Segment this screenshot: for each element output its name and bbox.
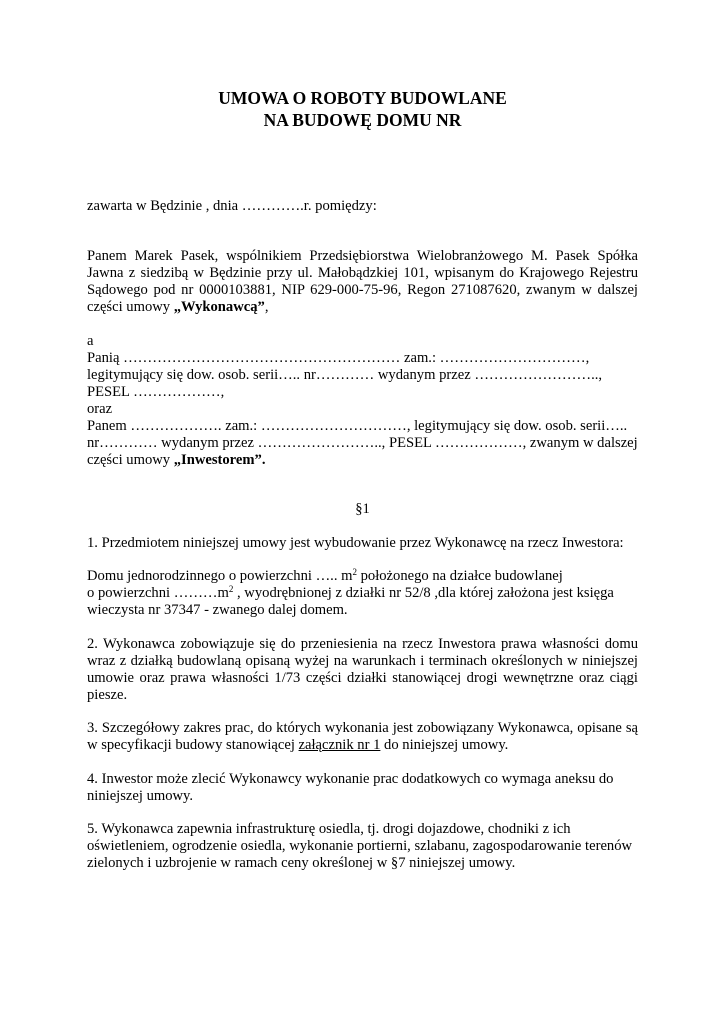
document-title-line-1: UMOWA O ROBOTY BUDOWLANE <box>218 88 507 108</box>
section-1-point-4-line-2: niniejszej umowy. <box>87 788 194 804</box>
section-1-point-2-line-3: umowie oraz prawa własności 1/73 części działki stanowiącej drogi wewnętrzne oraz ciągi <box>87 670 638 686</box>
section-1-point-1a-line-3: wieczysta nr 37347 - zwanego dalej domem. <box>87 602 348 618</box>
investor-line-2: legitymujący się dow. osob. serii….. nr………… wydanym przez …………………….., <box>87 367 603 383</box>
specification-end-text: do niniejszej umowy. <box>380 737 509 753</box>
section-1-point-3-line-2 <box>87 737 508 754</box>
section-1-point-5-line-1: 5. Wykonawca zapewnia infrastrukturę osiedla, tj. drogi dojazdowe, chodniki z ich <box>87 821 571 837</box>
conjunction-oraz: oraz <box>87 401 113 417</box>
investor-line-6-text: części umowy <box>87 452 174 468</box>
section-1-point-5-line-2: oświetleniem, ogrodzenie osiedla, wykonanie portierni, szlabanu, zagospodarowanie terenów <box>87 838 633 854</box>
contractor-role-name: „Wykonawcą” <box>173 299 265 315</box>
investor-line-4: Panem ………………. zam.: …………………………, legitymujący się dow. osob. serii….. <box>87 418 628 434</box>
investor-line-5: nr………… wydanym przez …………………….., PESEL ………………, zwanym w dalszej <box>87 435 638 451</box>
investor-line-3: PESEL ………………, <box>87 384 225 400</box>
contractor-line-4-end: , <box>264 299 269 315</box>
plot-number-text: , wyodrębnionej z działki nr 52/8 ,dla której założona jest księga <box>233 585 614 601</box>
plot-text: położonego na działce budowlanej <box>356 568 563 584</box>
contractor-line-3: Sądowego pod nr 0000103881, NIP 629-000-75-96, Regon 271087620, zwanym w dalszej <box>87 282 638 298</box>
section-1-point-5-line-3: zielonych i uzbrojenie w ramach ceny określonej w §7 niniejszej umowy. <box>87 855 516 871</box>
area-text: Domu jednorodzinnego o powierzchni ….. m <box>87 568 353 584</box>
section-1-point-3-line-1: 3. Szczegółowy zakres prac, do których wykonania jest zobowiązany Wykonawca, opisane są <box>87 720 638 736</box>
contractor-line-4-text: części umowy <box>87 299 174 315</box>
section-1-point-1a-line-1 <box>87 568 563 585</box>
specification-text: w specyfikacji budowy stanowiącej <box>87 737 299 753</box>
attachment-1-reference: załącznik nr 1 <box>298 737 381 753</box>
plot-area-text: o powierzchni ………m <box>87 585 229 601</box>
document-title-line-2: NA BUDOWĘ DOMU NR <box>263 110 462 130</box>
section-1-heading: §1 <box>355 501 370 517</box>
investor-role-name: „Inwestorem”. <box>173 452 266 468</box>
section-1-point-2-line-4: piesze. <box>87 687 128 703</box>
intro-text: zawarta w Będzinie , dnia ………….r. pomiędzy: <box>87 198 377 214</box>
section-1-point-4-line-1: 4. Inwestor może zlecić Wykonawcy wykonanie prac dodatkowych co wymaga aneksu do <box>87 771 614 787</box>
investor-line-6 <box>87 452 265 469</box>
square-superscript-2: 2 <box>228 584 234 594</box>
section-1-point-2-line-2: wraz z działką budowlaną opisaną wyżej na warunkach i terminach określonych w niniejszej <box>87 653 638 669</box>
section-1-point-2-line-1: 2. Wykonawca zobowiązuje się do przeniesienia na rzecz Inwestora prawa własności domu <box>87 636 638 652</box>
section-1-point-1: 1. Przedmiotem niniejszej umowy jest wybudowanie przez Wykonawcę na rzecz Inwestora: <box>87 535 624 551</box>
contractor-line-1: Panem Marek Pasek, wspólnikiem Przedsiębiorstwa Wielobranżowego M. Pasek Spółka <box>87 248 638 264</box>
contractor-line-2: Jawna z siedzibą w Będzinie przy ul. Małobądzkiej 101, wpisanym do Krajowego Rejestru <box>87 265 638 281</box>
conjunction-a: a <box>87 333 94 349</box>
square-superscript: 2 <box>352 567 357 577</box>
section-1-point-1a-line-2 <box>87 585 614 602</box>
investor-line-1: Panią ………………………………………………… zam.: …………………………, <box>87 350 590 366</box>
contractor-line-4 <box>87 299 268 316</box>
